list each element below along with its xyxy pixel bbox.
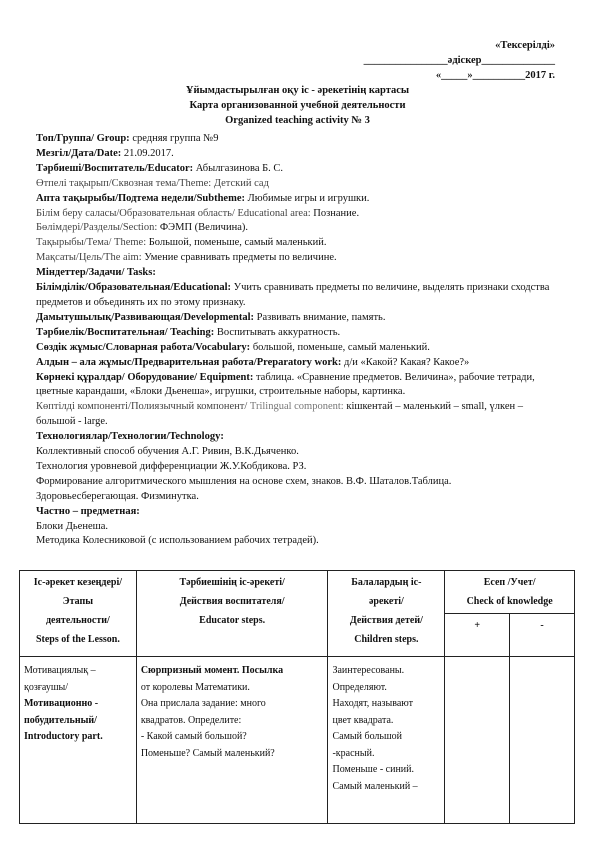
field-label: Бөлімдері/Разделы/Section:: [36, 222, 158, 234]
lesson-fields: [36, 132, 561, 549]
field-value: ФЭМП (Величина).: [157, 222, 248, 234]
approval-methodist-line: ________________әдіскер______________: [363, 55, 555, 66]
stage-line: Introductory part.: [24, 731, 103, 742]
title-english: Organized teaching activity № 3: [225, 115, 370, 126]
field-aim: [36, 251, 561, 266]
field-label: Частно – предметная:: [36, 505, 140, 517]
children-line: Самый маленький –: [332, 780, 418, 792]
field-label: Топ/Группа/ Group:: [36, 133, 130, 144]
header-line: Действия детей/: [349, 615, 423, 626]
field-label: Білімділік/Образовательная/Educational:: [36, 282, 232, 294]
header-line: әрекеті/: [368, 596, 404, 607]
approval-date-line: «_____»__________2017 г.: [435, 70, 555, 81]
field-label: Білім беру саласы/Образовательная область/ Educational area:: [36, 207, 311, 219]
field-value: 21.09.2017.: [121, 147, 174, 159]
educator-line: от королевы Математики.: [140, 681, 250, 693]
field-value: таблица. «Сравнение предметов. Величина», рабочие тетради, цветные карандаши, «Блоки Дьенеша», игрушки, строительные наборы, картинка.: [36, 371, 535, 398]
field-value: д/и «Какой? Какая? Какое?»: [341, 356, 470, 368]
field-value: Воспитывать аккуратность.: [214, 326, 341, 338]
educator-line: Она прислала задание: много: [140, 698, 266, 709]
stage-line: қозғаушы/: [24, 681, 69, 693]
header-line: Check of knowledge: [466, 596, 553, 607]
children-line: -красный.: [332, 747, 375, 759]
tech-line: Формирование алгоритмического мышления на основе схем, знаков. В.Ф. Шаталов.Таблица.: [36, 475, 452, 487]
field-value: Познание.: [310, 207, 360, 219]
educator-cell: [136, 657, 328, 824]
field-label: Сөздік жұмыс/Словарная работа/Vocabulary:: [36, 341, 251, 353]
field-value: Большой, поменьше, самый маленький.: [146, 237, 327, 249]
field-value: кішкентай – маленький – small, үлкен – большой - large.: [36, 401, 524, 428]
field-value: большой, поменьше, самый маленький.: [250, 341, 430, 353]
field-developmental: [36, 311, 561, 326]
educator-line: Сюрпризный момент. Посылка: [140, 665, 284, 676]
field-group: [36, 132, 561, 147]
field-tasks: [36, 266, 561, 281]
header-stages: [20, 571, 137, 657]
header-line: Балалардың іс-: [351, 577, 422, 588]
children-line: цвет квадрата.: [332, 714, 394, 726]
field-value: Учить сравнивать предметы по величине, выделять признаки сходства предметов и объединять их по этому признаку.: [36, 282, 550, 308]
field-theme: [36, 177, 561, 192]
stage-line: Мотивационно -: [24, 698, 99, 709]
header-line: Educator steps.: [199, 615, 266, 626]
field-value: Развивать внимание, память.: [254, 311, 386, 323]
header-children: [328, 571, 445, 657]
field-preparatory: [36, 356, 561, 371]
children-line: Определяют.: [332, 681, 387, 693]
field-label: Міндеттер/Задачи/ Tasks:: [36, 267, 156, 279]
field-label: Мақсаты/Цель/The aim:: [36, 252, 142, 264]
check-plus-cell: [445, 657, 510, 824]
header-line: Тәрбиешінің іс-әрекеті/: [179, 577, 285, 588]
field-section: [36, 221, 561, 236]
partial-line: Методика Колесниковой (с использованием рабочих тетрадей).: [36, 535, 319, 547]
header-line: Іс-әрекет кезеңдері/: [33, 577, 123, 588]
check-minus-cell: [510, 657, 575, 824]
approval-title: «Тексерілді»: [495, 40, 555, 51]
field-trilingual: [36, 400, 561, 430]
table-row: [20, 657, 575, 824]
educator-line: - Какой самый большой?: [140, 731, 247, 742]
partial-line: Блоки Дьенеша.: [36, 520, 108, 532]
field-value: Абылгазинова Б. С.: [193, 162, 284, 174]
stage-line: побудительный/: [24, 714, 97, 726]
field-label: Өтпелі тақырып/Сквозная тема/Theme:: [36, 177, 212, 189]
field-area: [36, 207, 561, 222]
header-line: деятельности/: [46, 615, 110, 626]
field-label: Көптілді компоненті/Полиязычный компонент/: [36, 401, 248, 413]
field-partial: [36, 505, 561, 520]
header-plus: +: [445, 614, 510, 657]
document-titles: [0, 83, 595, 128]
tech-line: Коллективный способ обучения А.Г. Ривин, В.К.Дьяченко.: [36, 446, 299, 458]
header-line: Children steps.: [354, 634, 419, 645]
field-label: Тақырыбы/Тема/ Theme:: [36, 237, 147, 249]
tech-line: Здоровьесберегающая. Физминутка.: [36, 490, 199, 502]
stage-cell: [20, 657, 137, 824]
children-line: Заинтересованы.: [332, 665, 405, 676]
field-date: [36, 147, 561, 162]
lesson-steps-table: [19, 570, 575, 824]
children-line: Находят, называют: [332, 698, 413, 709]
field-equipment: [36, 371, 561, 401]
educator-line: Поменьше? Самый маленький?: [140, 747, 275, 759]
field-label: Дамытушылық/Развивающая/Developmental:: [36, 311, 255, 323]
field-vocabulary: [36, 341, 561, 356]
field-label: Мезгіл/Дата/Date:: [36, 147, 122, 159]
stage-line: Мотивациялық –: [24, 665, 96, 676]
children-cell: [328, 657, 445, 824]
field-label: Тәрбиелік/Воспитательная/ Teaching:: [36, 326, 215, 338]
table-header-row: [20, 571, 575, 614]
children-line: Самый большой: [332, 731, 403, 742]
children-line: Поменьше - синий.: [332, 764, 414, 775]
title-russian: Карта организованной учебной деятельности: [189, 100, 406, 111]
header-line: Этапы: [62, 596, 94, 607]
field-value: Любимые игры и игрушки.: [245, 192, 370, 204]
field-label: Алдын – ала жұмыс/Предварительная работа/Preparatory work:: [36, 356, 342, 368]
field-value: Детский сад: [211, 177, 269, 189]
field-label: Тәрбиеші/Воспитатель/Educator:: [36, 162, 194, 174]
field-teacher: [36, 162, 561, 177]
header-minus: -: [510, 614, 575, 657]
field-label: Технологиялар/Технологии/Technology:: [36, 431, 224, 443]
field-label: Апта тақырыбы/Подтема недели/Subtheme:: [36, 192, 246, 204]
field-label-english: Trilingual component:: [247, 401, 344, 413]
title-kazakh: Ұйымдастырылған оқу іс - әрекетінің картасы: [185, 85, 410, 96]
approval-block: [364, 38, 555, 83]
educator-line: квадратов. Определите:: [140, 714, 242, 726]
header-line: Действия воспитателя/: [179, 596, 285, 607]
field-technology: [36, 430, 561, 445]
header-check: [445, 571, 575, 614]
field-value: Умение сравнивать предметы по величине.: [141, 252, 337, 264]
header-educator: [136, 571, 328, 657]
header-line: Steps of the Lesson.: [35, 634, 120, 645]
field-label: Көрнекі құралдар/ Оборудование/ Equipment:: [36, 371, 254, 383]
field-educational: [36, 281, 561, 311]
field-upbringing: [36, 326, 561, 341]
field-subtheme: [36, 192, 561, 207]
field-value: средняя группа №9: [129, 133, 219, 144]
header-line: Есеп /Учет/: [483, 577, 536, 588]
tech-line: Технология уровневой дифференциации Ж.У.Кобдикова. РЗ.: [36, 460, 307, 472]
field-topic: [36, 236, 561, 251]
